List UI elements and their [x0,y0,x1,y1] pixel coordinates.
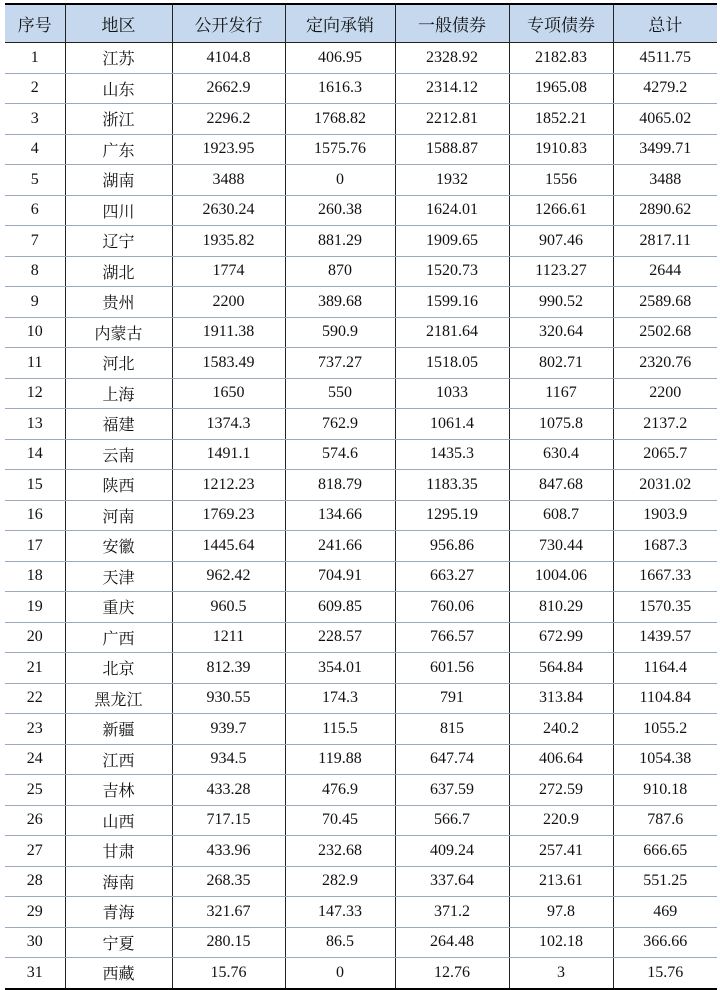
cell-public-issuance: 1445.64 [172,531,285,562]
cell-region: 河南 [65,500,172,531]
table-row [5,43,717,74]
cell-general-bonds: 409.24 [395,836,509,867]
table-row [5,775,717,806]
cell-directed-underwriting: 762.9 [285,409,395,440]
cell-public-issuance: 2200 [172,287,285,318]
cell-region: 贵州 [65,287,172,318]
cell-special-bonds: 1123.27 [509,256,613,287]
cell-index: 13 [5,409,65,440]
cell-general-bonds: 1588.87 [395,134,509,165]
cell-region: 山西 [65,805,172,836]
cell-index: 24 [5,744,65,775]
cell-public-issuance: 1211 [172,622,285,653]
cell-region: 福建 [65,409,172,440]
cell-public-issuance: 15.76 [172,958,285,989]
table-header [5,4,717,43]
cell-directed-underwriting: 476.9 [285,775,395,806]
cell-directed-underwriting: 704.91 [285,561,395,592]
cell-index: 10 [5,317,65,348]
cell-general-bonds: 2181.64 [395,317,509,348]
cell-special-bonds: 1266.61 [509,195,613,226]
cell-total: 1570.35 [613,592,717,623]
cell-region: 湖北 [65,256,172,287]
table-row [5,317,717,348]
cell-public-issuance: 2296.2 [172,104,285,135]
cell-general-bonds: 1624.01 [395,195,509,226]
cell-directed-underwriting: 0 [285,165,395,196]
cell-general-bonds: 264.48 [395,927,509,958]
cell-region: 青海 [65,897,172,928]
table-row [5,531,717,562]
cell-total: 3499.71 [613,134,717,165]
cell-general-bonds: 1295.19 [395,500,509,531]
cell-public-issuance: 2662.9 [172,73,285,104]
cell-general-bonds: 1033 [395,378,509,409]
cell-directed-underwriting: 70.45 [285,805,395,836]
cell-directed-underwriting: 590.9 [285,317,395,348]
cell-index: 7 [5,226,65,257]
cell-region: 甘肃 [65,836,172,867]
cell-general-bonds: 956.86 [395,531,509,562]
cell-special-bonds: 990.52 [509,287,613,318]
cell-general-bonds: 1518.05 [395,348,509,379]
cell-index: 23 [5,714,65,745]
cell-general-bonds: 601.56 [395,653,509,684]
cell-general-bonds: 337.64 [395,866,509,897]
cell-region: 西藏 [65,958,172,989]
cell-public-issuance: 1491.1 [172,439,285,470]
cell-index: 18 [5,561,65,592]
table-row [5,195,717,226]
cell-public-issuance: 930.55 [172,683,285,714]
cell-directed-underwriting: 147.33 [285,897,395,928]
cell-region: 上海 [65,378,172,409]
table-row [5,500,717,531]
cell-index: 6 [5,195,65,226]
cell-index: 14 [5,439,65,470]
cell-region: 内蒙古 [65,317,172,348]
cell-total: 1055.2 [613,714,717,745]
cell-public-issuance: 1212.23 [172,470,285,501]
cell-special-bonds: 213.61 [509,866,613,897]
cell-directed-underwriting: 818.79 [285,470,395,501]
cell-directed-underwriting: 260.38 [285,195,395,226]
cell-general-bonds: 2212.81 [395,104,509,135]
cell-index: 21 [5,653,65,684]
cell-special-bonds: 272.59 [509,775,613,806]
cell-index: 17 [5,531,65,562]
cell-total: 4065.02 [613,104,717,135]
cell-total: 2065.7 [613,439,717,470]
cell-public-issuance: 934.5 [172,744,285,775]
cell-index: 30 [5,927,65,958]
cell-index: 9 [5,287,65,318]
cell-general-bonds: 637.59 [395,775,509,806]
cell-public-issuance: 1374.3 [172,409,285,440]
cell-total: 1439.57 [613,622,717,653]
cell-special-bonds: 320.64 [509,317,613,348]
table-row [5,744,717,775]
cell-general-bonds: 566.7 [395,805,509,836]
cell-total: 2890.62 [613,195,717,226]
cell-directed-underwriting: 609.85 [285,592,395,623]
cell-public-issuance: 1650 [172,378,285,409]
cell-directed-underwriting: 119.88 [285,744,395,775]
cell-directed-underwriting: 0 [285,958,395,989]
cell-special-bonds: 630.4 [509,439,613,470]
cell-general-bonds: 1061.4 [395,409,509,440]
cell-general-bonds: 1909.65 [395,226,509,257]
cell-public-issuance: 268.35 [172,866,285,897]
cell-general-bonds: 1435.3 [395,439,509,470]
table-row [5,256,717,287]
cell-index: 25 [5,775,65,806]
cell-general-bonds: 1183.35 [395,470,509,501]
cell-region: 河北 [65,348,172,379]
cell-total: 2502.68 [613,317,717,348]
cell-region: 湖南 [65,165,172,196]
cell-total: 2644 [613,256,717,287]
cell-special-bonds: 2182.83 [509,43,613,74]
cell-special-bonds: 730.44 [509,531,613,562]
cell-special-bonds: 564.84 [509,653,613,684]
header-row [5,4,717,43]
cell-general-bonds: 2328.92 [395,43,509,74]
cell-general-bonds: 815 [395,714,509,745]
cell-total: 1164.4 [613,653,717,684]
cell-region: 黑龙江 [65,683,172,714]
header-region: 地区 [65,4,172,43]
cell-public-issuance: 717.15 [172,805,285,836]
cell-general-bonds: 12.76 [395,958,509,989]
cell-directed-underwriting: 574.6 [285,439,395,470]
cell-region: 吉林 [65,775,172,806]
cell-directed-underwriting: 1768.82 [285,104,395,135]
bond-issuance-table-container [5,3,717,990]
cell-region: 山东 [65,73,172,104]
table-row [5,409,717,440]
cell-total: 4511.75 [613,43,717,74]
cell-total: 469 [613,897,717,928]
cell-region: 江苏 [65,43,172,74]
cell-index: 11 [5,348,65,379]
cell-special-bonds: 220.9 [509,805,613,836]
bond-issuance-table [5,3,717,990]
table-row [5,73,717,104]
cell-index: 3 [5,104,65,135]
cell-total: 1667.33 [613,561,717,592]
table-row [5,226,717,257]
cell-total: 910.18 [613,775,717,806]
cell-directed-underwriting: 232.68 [285,836,395,867]
cell-directed-underwriting: 870 [285,256,395,287]
cell-region: 北京 [65,653,172,684]
table-row [5,165,717,196]
cell-public-issuance: 321.67 [172,897,285,928]
cell-index: 20 [5,622,65,653]
header-index: 序号 [5,4,65,43]
cell-index: 15 [5,470,65,501]
cell-region: 辽宁 [65,226,172,257]
table-row [5,714,717,745]
cell-total: 366.66 [613,927,717,958]
cell-public-issuance: 2630.24 [172,195,285,226]
cell-general-bonds: 1520.73 [395,256,509,287]
cell-total: 787.6 [613,805,717,836]
cell-directed-underwriting: 241.66 [285,531,395,562]
cell-public-issuance: 433.28 [172,775,285,806]
cell-directed-underwriting: 134.66 [285,500,395,531]
cell-special-bonds: 1910.83 [509,134,613,165]
cell-region: 陕西 [65,470,172,501]
cell-special-bonds: 608.7 [509,500,613,531]
table-row [5,805,717,836]
cell-general-bonds: 791 [395,683,509,714]
table-row [5,348,717,379]
table-row [5,104,717,135]
cell-public-issuance: 280.15 [172,927,285,958]
table-row [5,866,717,897]
cell-special-bonds: 1004.06 [509,561,613,592]
cell-region: 宁夏 [65,927,172,958]
cell-total: 2320.76 [613,348,717,379]
cell-special-bonds: 1965.08 [509,73,613,104]
cell-public-issuance: 1935.82 [172,226,285,257]
cell-special-bonds: 406.64 [509,744,613,775]
cell-public-issuance: 3488 [172,165,285,196]
header-general-bonds: 一般债券 [395,4,509,43]
table-row [5,439,717,470]
cell-index: 12 [5,378,65,409]
cell-index: 28 [5,866,65,897]
cell-special-bonds: 1075.8 [509,409,613,440]
cell-index: 2 [5,73,65,104]
table-row [5,683,717,714]
cell-directed-underwriting: 1575.76 [285,134,395,165]
cell-total: 2031.02 [613,470,717,501]
cell-total: 2817.11 [613,226,717,257]
table-row [5,958,717,989]
cell-region: 云南 [65,439,172,470]
cell-directed-underwriting: 228.57 [285,622,395,653]
cell-special-bonds: 907.46 [509,226,613,257]
table-row [5,592,717,623]
cell-general-bonds: 1599.16 [395,287,509,318]
cell-public-issuance: 939.7 [172,714,285,745]
cell-special-bonds: 240.2 [509,714,613,745]
cell-special-bonds: 102.18 [509,927,613,958]
cell-special-bonds: 847.68 [509,470,613,501]
cell-public-issuance: 1774 [172,256,285,287]
cell-region: 安徽 [65,531,172,562]
cell-directed-underwriting: 354.01 [285,653,395,684]
cell-index: 16 [5,500,65,531]
cell-general-bonds: 766.57 [395,622,509,653]
cell-directed-underwriting: 389.68 [285,287,395,318]
cell-region: 新疆 [65,714,172,745]
cell-total: 551.25 [613,866,717,897]
cell-region: 海南 [65,866,172,897]
cell-public-issuance: 1583.49 [172,348,285,379]
cell-directed-underwriting: 282.9 [285,866,395,897]
cell-directed-underwriting: 881.29 [285,226,395,257]
header-public-issuance: 公开发行 [172,4,285,43]
cell-total: 1054.38 [613,744,717,775]
cell-general-bonds: 647.74 [395,744,509,775]
cell-total: 1687.3 [613,531,717,562]
cell-total: 1903.9 [613,500,717,531]
cell-region: 江西 [65,744,172,775]
cell-index: 31 [5,958,65,989]
cell-special-bonds: 97.8 [509,897,613,928]
table-row [5,836,717,867]
cell-total: 4279.2 [613,73,717,104]
cell-region: 浙江 [65,104,172,135]
cell-total: 2200 [613,378,717,409]
cell-region: 重庆 [65,592,172,623]
cell-public-issuance: 960.5 [172,592,285,623]
cell-general-bonds: 663.27 [395,561,509,592]
cell-special-bonds: 257.41 [509,836,613,867]
cell-region: 广东 [65,134,172,165]
cell-total: 15.76 [613,958,717,989]
table-row [5,378,717,409]
cell-index: 4 [5,134,65,165]
cell-directed-underwriting: 737.27 [285,348,395,379]
cell-index: 22 [5,683,65,714]
cell-total: 666.65 [613,836,717,867]
cell-special-bonds: 802.71 [509,348,613,379]
cell-region: 天津 [65,561,172,592]
cell-special-bonds: 1852.21 [509,104,613,135]
cell-index: 27 [5,836,65,867]
cell-index: 8 [5,256,65,287]
cell-directed-underwriting: 550 [285,378,395,409]
cell-region: 四川 [65,195,172,226]
cell-public-issuance: 1923.95 [172,134,285,165]
cell-directed-underwriting: 406.95 [285,43,395,74]
cell-directed-underwriting: 86.5 [285,927,395,958]
cell-public-issuance: 433.96 [172,836,285,867]
table-row [5,134,717,165]
cell-special-bonds: 3 [509,958,613,989]
cell-index: 26 [5,805,65,836]
cell-directed-underwriting: 1616.3 [285,73,395,104]
header-special-bonds: 专项债券 [509,4,613,43]
cell-public-issuance: 962.42 [172,561,285,592]
table-row [5,561,717,592]
table-row [5,287,717,318]
cell-index: 1 [5,43,65,74]
table-row [5,897,717,928]
cell-general-bonds: 2314.12 [395,73,509,104]
header-directed-underwriting: 定向承销 [285,4,395,43]
cell-total: 1104.84 [613,683,717,714]
cell-total: 2137.2 [613,409,717,440]
cell-directed-underwriting: 115.5 [285,714,395,745]
cell-directed-underwriting: 174.3 [285,683,395,714]
table-row [5,470,717,501]
cell-special-bonds: 1556 [509,165,613,196]
cell-region: 广西 [65,622,172,653]
table-row [5,927,717,958]
cell-public-issuance: 4104.8 [172,43,285,74]
cell-total: 2589.68 [613,287,717,318]
cell-index: 29 [5,897,65,928]
cell-index: 5 [5,165,65,196]
cell-public-issuance: 812.39 [172,653,285,684]
cell-total: 3488 [613,165,717,196]
cell-special-bonds: 810.29 [509,592,613,623]
table-body [5,43,717,989]
cell-special-bonds: 1167 [509,378,613,409]
table-row [5,653,717,684]
header-total: 总计 [613,4,717,43]
cell-general-bonds: 1932 [395,165,509,196]
cell-public-issuance: 1911.38 [172,317,285,348]
table-row [5,622,717,653]
cell-general-bonds: 760.06 [395,592,509,623]
cell-special-bonds: 672.99 [509,622,613,653]
cell-general-bonds: 371.2 [395,897,509,928]
cell-public-issuance: 1769.23 [172,500,285,531]
cell-special-bonds: 313.84 [509,683,613,714]
cell-index: 19 [5,592,65,623]
